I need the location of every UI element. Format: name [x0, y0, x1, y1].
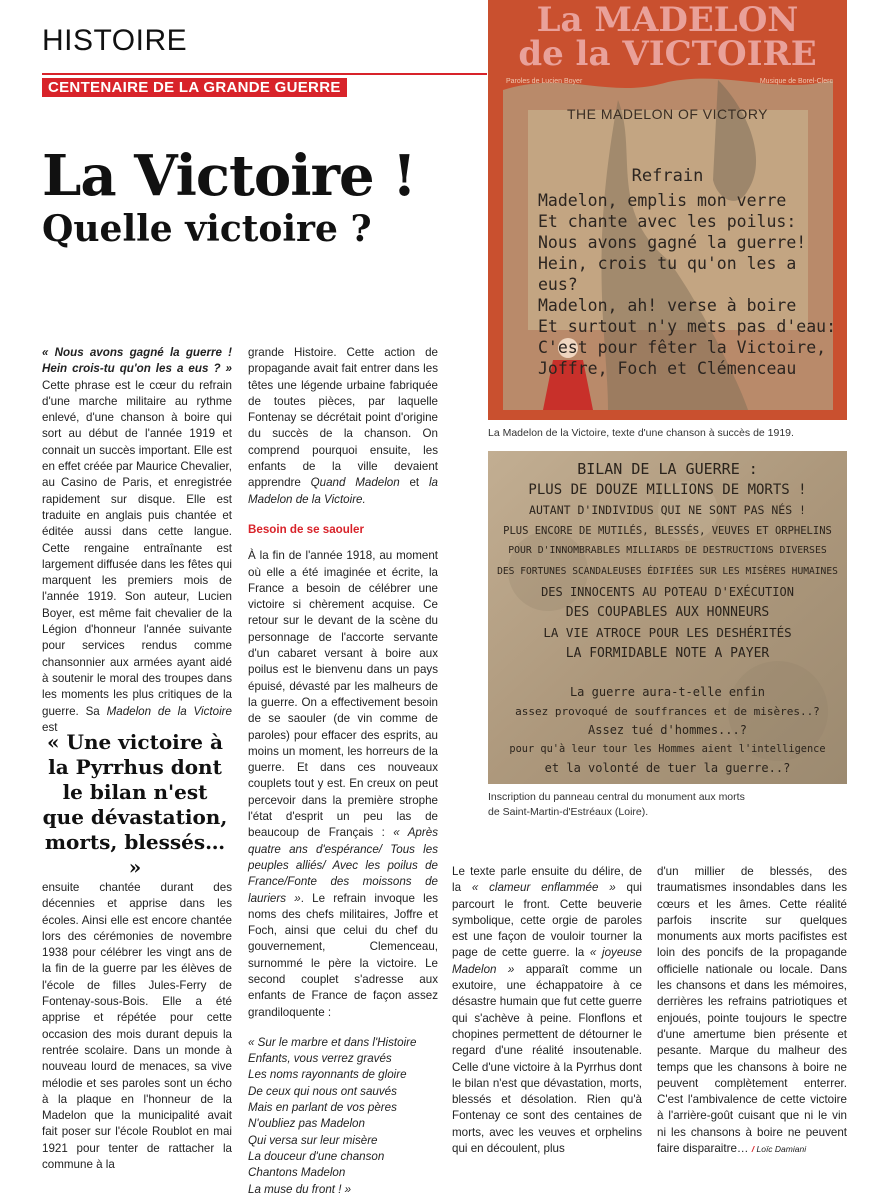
subheadline: Quelle victoire ?	[42, 208, 372, 250]
body-text: qui parcourt le front. Cette beuverie symbolique, cette orgie de paroles est une façon de vouloir tourner la page de cette guerre. la	[452, 881, 642, 960]
section-label: HISTOIRE	[42, 24, 188, 57]
quoted-phrase: « clameur enflammée »	[471, 881, 616, 895]
song-title: la Madelon de la Victoire.	[248, 476, 438, 506]
refrain-title: Refrain	[631, 166, 704, 186]
monument-panel-photo	[488, 451, 847, 784]
body-text: . Le refrain invoque les noms des chefs militaires, Joffre et Foch, ainsi que celui du chef du gouvernement, Clemenceau, surnommé le père la victoire. Le second couplet s'adresse aux enfants de France de façon assez grandiloquente :	[248, 891, 438, 1019]
refrain-line: Madelon, emplis mon verre	[538, 191, 787, 210]
panel-line: DES FORTUNES SCANDALEUSES ÉDIFIÉES SUR LES MISÈRES HUMAINES	[497, 565, 838, 577]
poem	[248, 1035, 438, 1198]
panel-line: PLUS ENCORE DE MUTILÉS, BLESSÉS, VEUVES ET ORPHELINS	[503, 524, 832, 537]
column-1-bottom	[42, 880, 232, 1173]
body-text: Le texte parle ensuite du délire, de la	[452, 865, 642, 895]
panel-line: Assez tué d'hommes...?	[588, 723, 747, 737]
poem-line: Mais en parlant de vos pères	[248, 1101, 397, 1115]
signature: / Loïc Damiani	[751, 1144, 807, 1155]
body-paragraph	[248, 548, 438, 1021]
body-text: est	[42, 720, 58, 734]
quoted-phrase: « joyeuse Madelon »	[452, 946, 642, 976]
panel-line: LA VIE ATROCE POUR LES DESHÉRITÉS	[543, 625, 792, 640]
body-text: apparaît comme un exutoire, une échappatoire à ce désastre humain que fut cette guerre qui s'achève à peine. Flonflons et chopines permettent de détourner le regard d'une réalité insoutenable. Celle d'une victoire à la Pyrrhus dont le bilan n'est que dévastation, morts, blessés et désolation. Rien qu'à Fontenay ce sont des centaines de morts, avec les veuves et orphelins qui en découlent, plus	[452, 962, 642, 1156]
panel-line: LA FORMIDABLE NOTE A PAYER	[565, 645, 770, 661]
refrain-line: Joffre, Foch et Clémenceau	[538, 359, 797, 378]
quoted-lyrics: « Après quatre ans d'espérance/ Tous les peuples alliés/ Avec les poilus de France/Fonte des moissons de lauriers »	[248, 826, 438, 905]
subheading: Besoin de se saouler	[248, 522, 364, 536]
panel-line: et la volonté de tuer la guerre..?	[544, 761, 791, 775]
kicker-label: CENTENAIRE DE LA GRANDE GUERRE	[42, 78, 347, 97]
panel-line: pour qu'à leur tour les Hommes aient l'intelligence	[509, 743, 826, 755]
poem-line: N'oubliez pas Madelon	[248, 1117, 365, 1131]
poem-line: Enfants, vous verrez gravés	[248, 1052, 392, 1066]
caption-line: Inscription du panneau central du monument aux morts	[488, 791, 745, 803]
body-text: et	[409, 476, 420, 490]
caption-line: de Saint-Martin-d'Estréaux (Loire).	[488, 806, 649, 818]
body-text: d'un millier de blessés, des traumatismes insondables dans les cœurs et les âmes. Cette réalité parfois inscrite sur quelques monuments aux morts pacifistes est loin des poncifs de la propagande officielle nationale ou locale. Dans les chansons et dans les mémoires, derrières les refrains patriotiques et enjoués, pointe toujours le spectre d'une amertume bien présente et pesante. Marque du malheur des temps que les chansons à boire ne peuvent complètement enterrer. C'est l'ambivalence de cette victoire à l'arrière-goût cuisant que ni le vin ni les chansons à boire ne peuvent faire disparaitre…	[657, 865, 847, 1156]
sheet-title-1: La MADELON	[536, 0, 799, 40]
header-divider	[42, 73, 487, 75]
panel-line: assez provoqué de souffrances et de misères..?	[515, 705, 820, 718]
body-paragraph	[657, 864, 847, 1157]
refrain-line: Nous avons gagné la guerre!	[538, 233, 807, 252]
sheet-title-2: de la VICTOIRE	[518, 34, 817, 74]
refrain-line: Et surtout n'y mets pas d'eau:	[538, 317, 837, 336]
lead-paragraph	[42, 345, 232, 736]
refrain-line: Hein, crois tu qu'on les a eus?	[538, 254, 797, 294]
poem-line: « Sur le marbre et dans l'Histoire	[248, 1035, 417, 1049]
poem-line: La douceur d'une chanson	[248, 1149, 385, 1163]
poem-line: La muse du front ! »	[248, 1182, 352, 1196]
refrain-line: Madelon, ah! verse à boire	[538, 296, 797, 315]
body-paragraph: ensuite chantée durant des décennies et apprise dans les écoles. Ainsi elle est encore chantée lors des cérémonies de novembre 1938 pour célébrer les vingt ans de la fin de la guerre par les élèves de l'école de filles Jules-Ferry de Fontenay-sous-Bois. Elle a été apprise et répétée pour cette occasion des mois durant depuis la rentrée scolaire. Dans un monde à nouveau lourd de menaces, sa vive mélodie et ses paroles sont un écho à la plaque en l'honneur de la Madelon que la municipalité avait fait poser sur l'école Roublot en mai 1921 pour tenter de rattacher la commune à la	[42, 881, 232, 1172]
body-text: grande Histoire. Cette action de propagande avait fait entrer dans les têtes une légende urbaine fabriquée de toutes pièces, par laquelle Fontenay se décrétait point d'origine du succès de la chanson. On comprend pourquoi ensuite, les enfants de la ville devaient apprendre	[248, 346, 438, 490]
panel-lower-text	[488, 683, 847, 778]
headline: La Victoire !	[42, 143, 416, 209]
column-2	[248, 345, 438, 1198]
song-title: Quand Madelon	[310, 476, 400, 490]
panel-line: BILAN DE LA GUERRE :	[577, 460, 758, 478]
panel-line: AUTANT D'INDIVIDUS QUI NE SONT PAS NÉS !	[529, 503, 806, 517]
poem-line: De ceux qui nous ont sauvés	[248, 1084, 397, 1098]
refrain-lyrics	[538, 190, 838, 379]
panel-line: POUR D'INNOMBRABLES MILLIARDS DE DESTRUCTIONS DIVERSES	[508, 545, 827, 556]
panel-upper-text	[488, 459, 847, 664]
body-paragraph	[248, 345, 438, 508]
column-1-top	[42, 345, 232, 736]
sheet-credit-left: Paroles de Lucien Boyer	[506, 78, 583, 85]
song-sheet-photo	[488, 0, 847, 420]
panel-line: DES COUPABLES AUX HONNEURS	[565, 604, 770, 620]
poem-line: Les noms rayonnants de gloire	[248, 1068, 407, 1082]
sheet-credit-right: Musique de Borel-Clerc	[759, 78, 833, 85]
sheet-subtitle: THE MADELON OF VICTORY	[566, 106, 769, 122]
refrain-line: C'est pour fêter la Victoire,	[538, 338, 827, 357]
poem-line: Chantons Madelon	[248, 1166, 346, 1180]
lead-quote: « Nous avons gagné la guerre ! Hein crois-tu qu'on les a eus ? »	[42, 346, 232, 376]
column-3	[452, 864, 642, 1157]
photo-caption	[488, 790, 847, 820]
panel-line: DES INNOCENTS AU POTEAU D'EXÉCUTION	[541, 585, 794, 599]
panel-line: La guerre aura-t-elle enfin	[569, 685, 766, 699]
refrain-line: Et chante avec les poilus:	[538, 212, 797, 231]
column-4	[657, 864, 847, 1157]
panel-line: PLUS DE DOUZE MILLIONS DE MORTS !	[528, 481, 807, 498]
song-title: Madelon de la Victoire	[106, 704, 232, 718]
body-paragraph	[452, 864, 642, 1157]
pull-quote: « Une victoire à la Pyrrhus dont le bilan n'est que dévastation, morts, blessés… »	[42, 730, 228, 879]
photo-caption: La Madelon de la Victoire, texte d'une chanson à succès de 1919.	[488, 427, 794, 439]
body-text: Cette phrase est le cœur du refrain d'une marche militaire au rythme enlevé, d'une chanson à boire qui sort au début de l'année 1919 et connait un succès important. Elle est en effet créée par Maurice Chevalier, au Casino de Paris, et enregistrée rapidement sur disque. Elle est traduite en anglais puis chantée et éditée aussi dans cette langue. Cette rengaine entraînante est largement diffusée dans les fêtes qui marquent les premiers mois de l'année 1919. Son auteur, Lucien Boyer, est même fait chevalier de la Légion d'honneur l'année suivante pour services rendus comme chansonnier aux armées ayant aidé à soutenir le moral des troupes dans les moments les plus critiques de la guerre. Sa	[42, 378, 232, 718]
poem-line: Qui versa sur leur misère	[248, 1133, 378, 1147]
body-text: À la fin de l'année 1918, au moment où elle a été imaginée et écrite, la France a besoin de célébrer une victoire si chèrement acquise. Ce retour sur le devant de la scène du personnage de l'accorte servante d'un cabaret versant à boire aux poilus est le bienvenu dans un pays épuisé, dévasté par les malheurs de la guerre. On a effectivement besoin de se saouler (de vin comme de paroles) pour effacer des esprits, au moins un moment, les horreurs de la guerre. Et dans ces nouveaux couplets tout y est. En creux on peut percevoir dans la première strophe l'état d'esprit un peu las de beaucoup de Français :	[248, 549, 438, 840]
